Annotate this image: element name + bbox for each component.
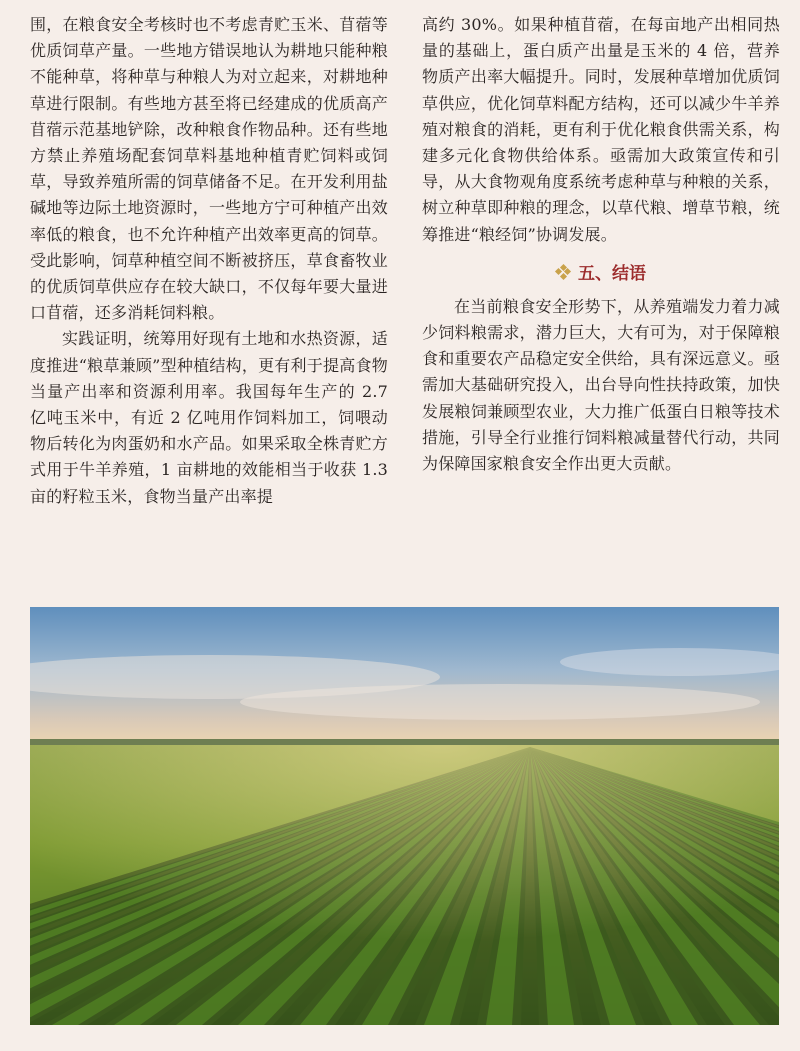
- right-column: [422, 12, 780, 552]
- paragraph-continued: 围，在粮食安全考核时也不考虑青贮玉米、苜蓿等优质饲草产量。一些地方错误地认为耕地只能种粮不能种草，将种草与种粮人为对立起来，对耕地种草进行限制。有些地方甚至将已经建成的优质高产苜蓿示范基地铲除，改种粮食作物品种。还有些地方禁止养殖场配套饲草料基地种植青贮饲料或饲草，导致养殖所需的饲草储备不足。在开发利用盐碱地等边际土地资源时，一些地方宁可种植产出效率低的粮食，也不允许种植产出效率更高的饲草。受此影响，饲草种植空间不断被挤压，草食畜牧业的优质饲草供应存在较大缺口，不仅每年要大量进口苜蓿，还多消耗饲料粮。: [30, 15, 388, 323]
- left-column: [30, 12, 388, 552]
- paragraph-practice: 实践证明，统筹用好现有土地和水热资源，适度推进“粮草兼顾”型种植结构，更有利于提高食物当量产出率和资源利用率。我国每年生产的 2.7 亿吨玉米中，有近 2 亿吨用作饲料加工，饲喂动物后转化为肉蛋奶和水产品。如果采取全株青贮方式用于牛羊养殖，1 亩耕地的效能相当于收获 1.3 亩的籽粒玉米，食物当量产出率提: [30, 329, 388, 506]
- section-heading-text: 五、结语: [578, 264, 646, 285]
- four-diamond-ornament-icon: [556, 265, 570, 279]
- paragraph-alfalfa: 高约 30%。如果种植苜蓿，在每亩地产出相同热量的基础上，蛋白质产出量是玉米的 4 倍，营养物质产出率大幅提升。同时，发展种草增加优质饲草供应，优化饲草料配方结构，还可以减少牛羊养殖对粮食的消耗，更有利于优化粮食供需关系，构建多元化食物供给体系。亟需加大政策宣传和引导，从大食物观角度系统考虑种草与种粮的关系，树立种草即种粮的理念，以草代粮、增草节粮，统筹推进“粮经饲”协调发展。: [422, 15, 780, 244]
- soybean-field-photo: [30, 607, 779, 1025]
- paragraph-conclusion: 在当前粮食安全形势下，从养殖端发力着力减少饲料粮需求，潜力巨大，大有可为，对于保障粮食和重要农产品稳定安全供给，具有深远意义。亟需加大基础研究投入，出台导向性扶持政策，加快发展粮饲兼顾型农业，大力推广低蛋白日粮等技术措施，引导全行业推行饲料粮减量替代行动，共同为保障国家粮食安全作出更大贡献。: [422, 296, 780, 474]
- section-heading: [422, 259, 780, 285]
- article-columns: [30, 12, 780, 552]
